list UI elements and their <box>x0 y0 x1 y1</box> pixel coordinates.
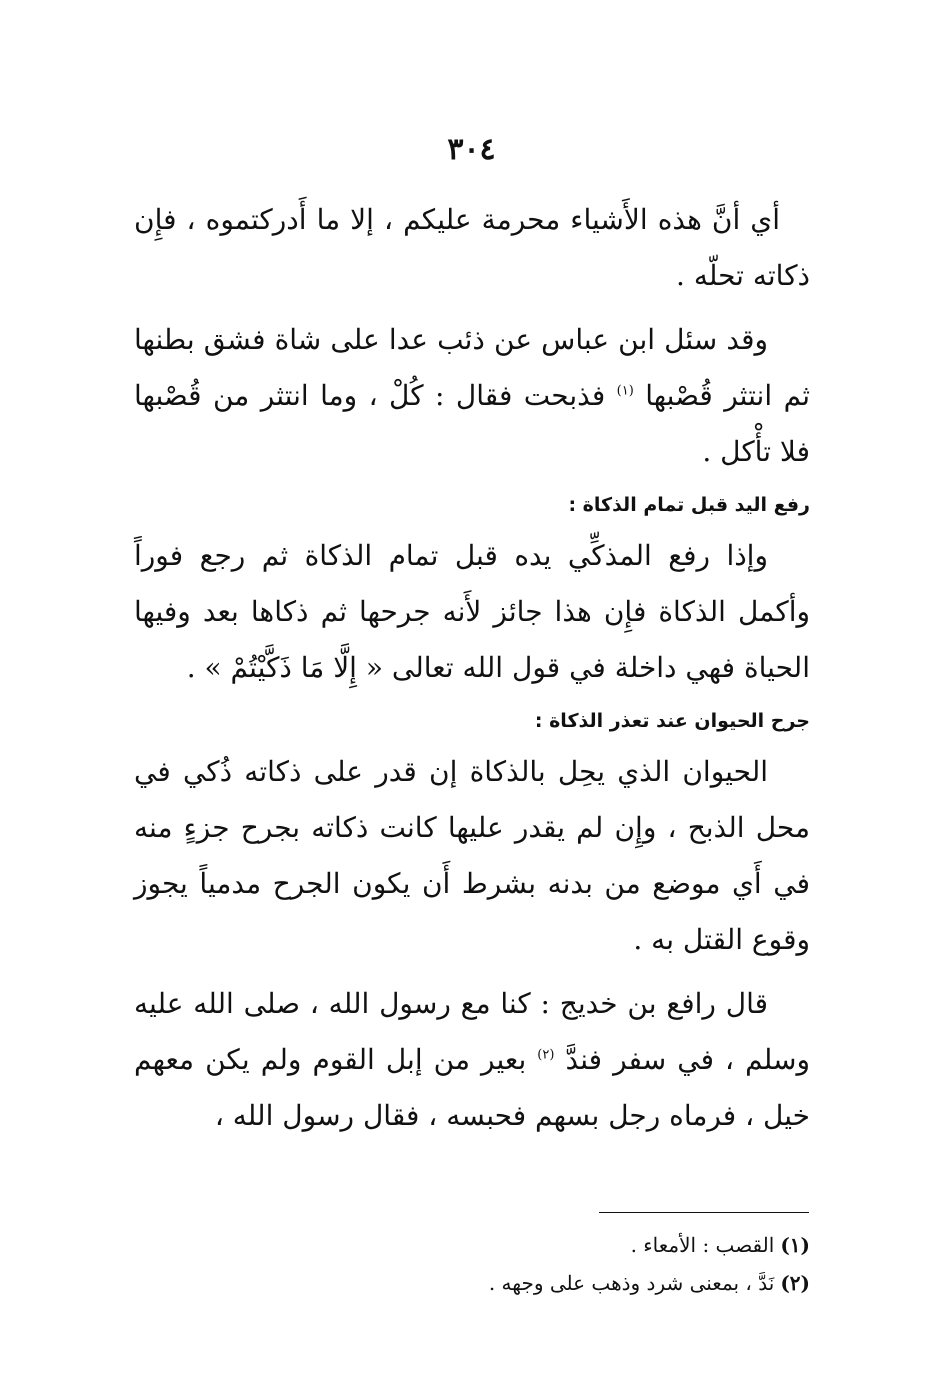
paragraph-2-part-1: وقد سئل ابن عباس عن ذئب عدا على شاة فشق بطنها ثم انتثر قُصْبها <box>134 323 810 412</box>
paragraph-2-part-2: فذبحت فقال : كُلْ ، وما انتثر من قُصْبها فلا تأْكل . <box>134 379 810 468</box>
paragraph-1: أي أنَّ هذه الأَشياء محرمة عليكم ، إلا ما أَدركتموه ، فإِن ذكاته تحلّه . <box>134 203 810 292</box>
paragraph-4: الحيوان الذي يحِل بالذكاة إن قدر على ذكاته ذُكي في محل الذبح ، وإِن لم يقدر عليها كانت ذكاته بجرح جزءٍ منه في أَي موضع من بدنه بشرط أَن يكون الجرح مدمياً يجوز وقوع القتل به . <box>134 755 810 956</box>
section-heading-1: رفع اليد قبل تمام الذكاة : <box>568 494 810 516</box>
section-heading-2: جرح الحيوان عند تعذر الذكاة : <box>534 710 810 732</box>
main-text <box>134 192 810 1152</box>
paragraph-3: وإذا رفع المذكِّي يده قبل تمام الذكاة ثم رجع فوراً وأكمل الذكاة فإِن هذا جائز لأَنه جرحها ثم ذكاها بعد وفيها الحياة فهي داخلة في قول الله تعالى « إِلَّا مَا ذَكَّيْتُمْ » . <box>134 539 810 684</box>
paragraph-5-part-1: قال رافع بن خديج : كنا مع رسول الله ، صلى الله عليه وسلم ، في سفر فندَّ <box>134 987 810 1076</box>
footnote-divider <box>599 1212 809 1213</box>
footnote-2-mark: (٢) <box>780 1271 810 1295</box>
paragraph-2 <box>134 312 810 480</box>
footnotes <box>134 1226 810 1302</box>
page-number: ٣٠٤ <box>447 132 496 167</box>
footnote-2 <box>134 1264 810 1302</box>
footnote-1-text: القصب : الأمعاء . <box>630 1233 775 1257</box>
footnote-ref-2: (٢) <box>537 1047 555 1063</box>
footnote-2-text: نَدَّ ، بمعنى شرد وذهب على وجهه . <box>488 1271 775 1295</box>
footnote-1 <box>134 1226 810 1264</box>
footnote-ref-1: (١) <box>616 383 634 399</box>
paragraph-5 <box>134 976 810 1144</box>
paragraph-5-part-2: بعير من إبل القوم ولم يكن معهم خيل ، فرماه رجل بسهم فحبسه ، فقال رسول الله ، <box>134 1043 810 1132</box>
footnote-1-mark: (١) <box>780 1233 810 1257</box>
